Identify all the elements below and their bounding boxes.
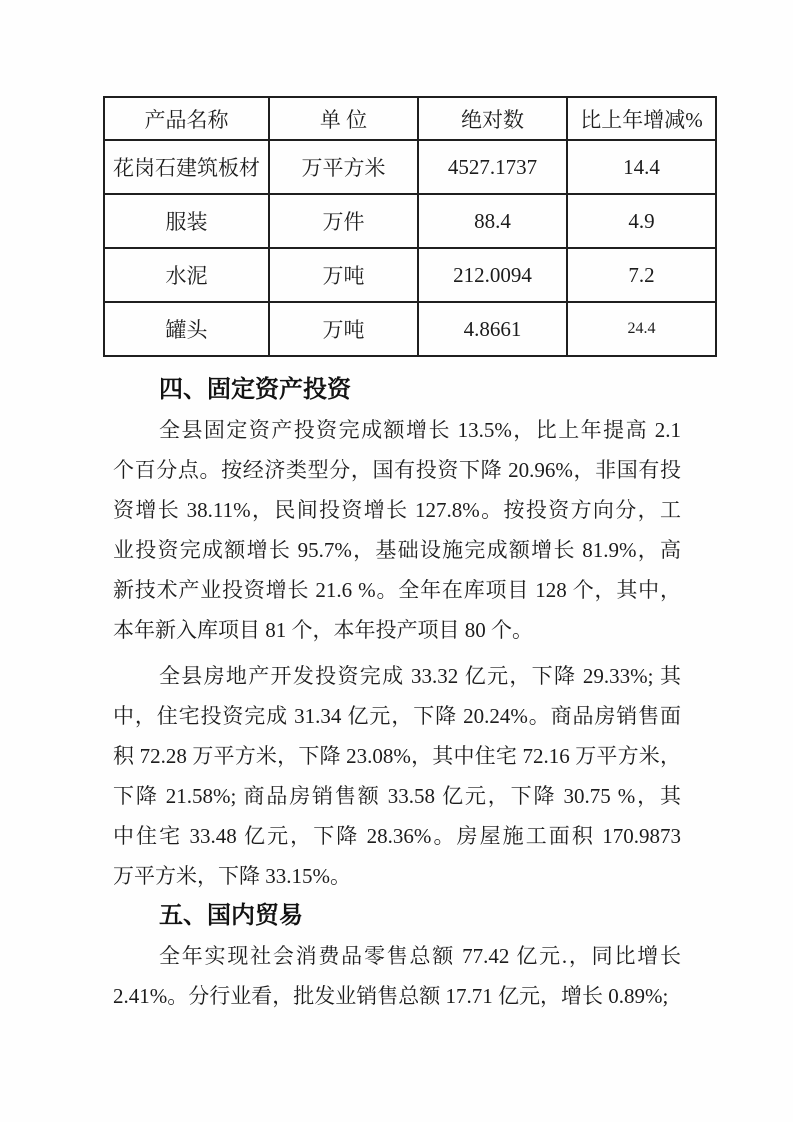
text-line: 全县房地产开发投资完成 33.32 亿元，下降 29.33%; 其 [159,664,681,688]
change-cell: 4.9 [567,194,716,248]
text-line: 新技术产业投资增长 21.6 %。全年在库项目 128 个，其中， [113,578,681,602]
column-header: 绝对数 [418,97,567,140]
table-header [104,97,716,140]
text-line: 2.41%。分行业看，批发业销售总额 17.71 亿元，增长 0.89%; [113,984,669,1008]
products-table [103,96,717,357]
column-header: 比上年增减% [567,97,716,140]
paragraph [113,656,681,896]
paragraph [113,410,681,650]
text-line: 个百分点。按经济类型分，国有投资下降 20.96%，非国有投 [113,458,681,482]
text-line: 中，住宅投资完成 31.34 亿元，下降 20.24%。商品房销售面 [113,704,681,728]
column-header: 单 位 [269,97,418,140]
absolute-value-cell: 4527.1737 [418,140,567,194]
text-line: 万平方米，下降 33.15%。 [113,864,351,888]
change-cell: 7.2 [567,248,716,302]
absolute-value-cell: 4.8661 [418,302,567,356]
unit-cell: 万平方米 [269,140,418,194]
text-line: 全县固定资产投资完成额增长 13.5%，比上年提高 2.1 [159,418,681,442]
unit-cell: 万吨 [269,302,418,356]
text-line: 全年实现社会消费品零售总额 77.42 亿元.，同比增长 [159,944,681,968]
text-line: 本年新入库项目 81 个，本年投产项目 80 个。 [113,618,533,642]
product-name-cell: 花岗石建筑板材 [104,140,269,194]
unit-cell: 万吨 [269,248,418,302]
paragraph [113,936,681,1016]
column-header: 产品名称 [104,97,269,140]
table-row [104,248,716,302]
product-name-cell: 水泥 [104,248,269,302]
change-cell: 14.4 [567,140,716,194]
table-row [104,140,716,194]
section-paragraphs [113,410,681,896]
table-body [104,140,716,356]
table-row [104,194,716,248]
table-row [104,302,716,356]
unit-cell: 万件 [269,194,418,248]
section-fixed-asset-investment [113,370,681,896]
change-cell: 24.4 [567,302,716,356]
section-heading: 五、国内贸易 [159,902,303,929]
absolute-value-cell: 212.0094 [418,248,567,302]
text-line: 下降 21.58%; 商品房销售额 33.58 亿元，下降 30.75 %，其 [113,784,681,808]
product-name-cell: 服装 [104,194,269,248]
section-paragraphs [113,936,681,1016]
text-line: 资增长 38.11%，民间投资增长 127.8%。按投资方向分，工 [113,498,681,522]
absolute-value-cell: 88.4 [418,194,567,248]
section-heading: 四、固定资产投资 [159,376,351,403]
document-content [113,370,681,1016]
table-header-row [104,97,716,140]
product-name-cell: 罐头 [104,302,269,356]
text-line: 业投资完成额增长 95.7%，基础设施完成额增长 81.9%，高 [113,538,681,562]
text-line: 中住宅 33.48 亿元，下降 28.36%。房屋施工面积 170.9873 [113,824,681,848]
section-domestic-trade [113,896,681,1016]
text-line: 积 72.28 万平方米，下降 23.08%，其中住宅 72.16 万平方米， [113,744,681,768]
